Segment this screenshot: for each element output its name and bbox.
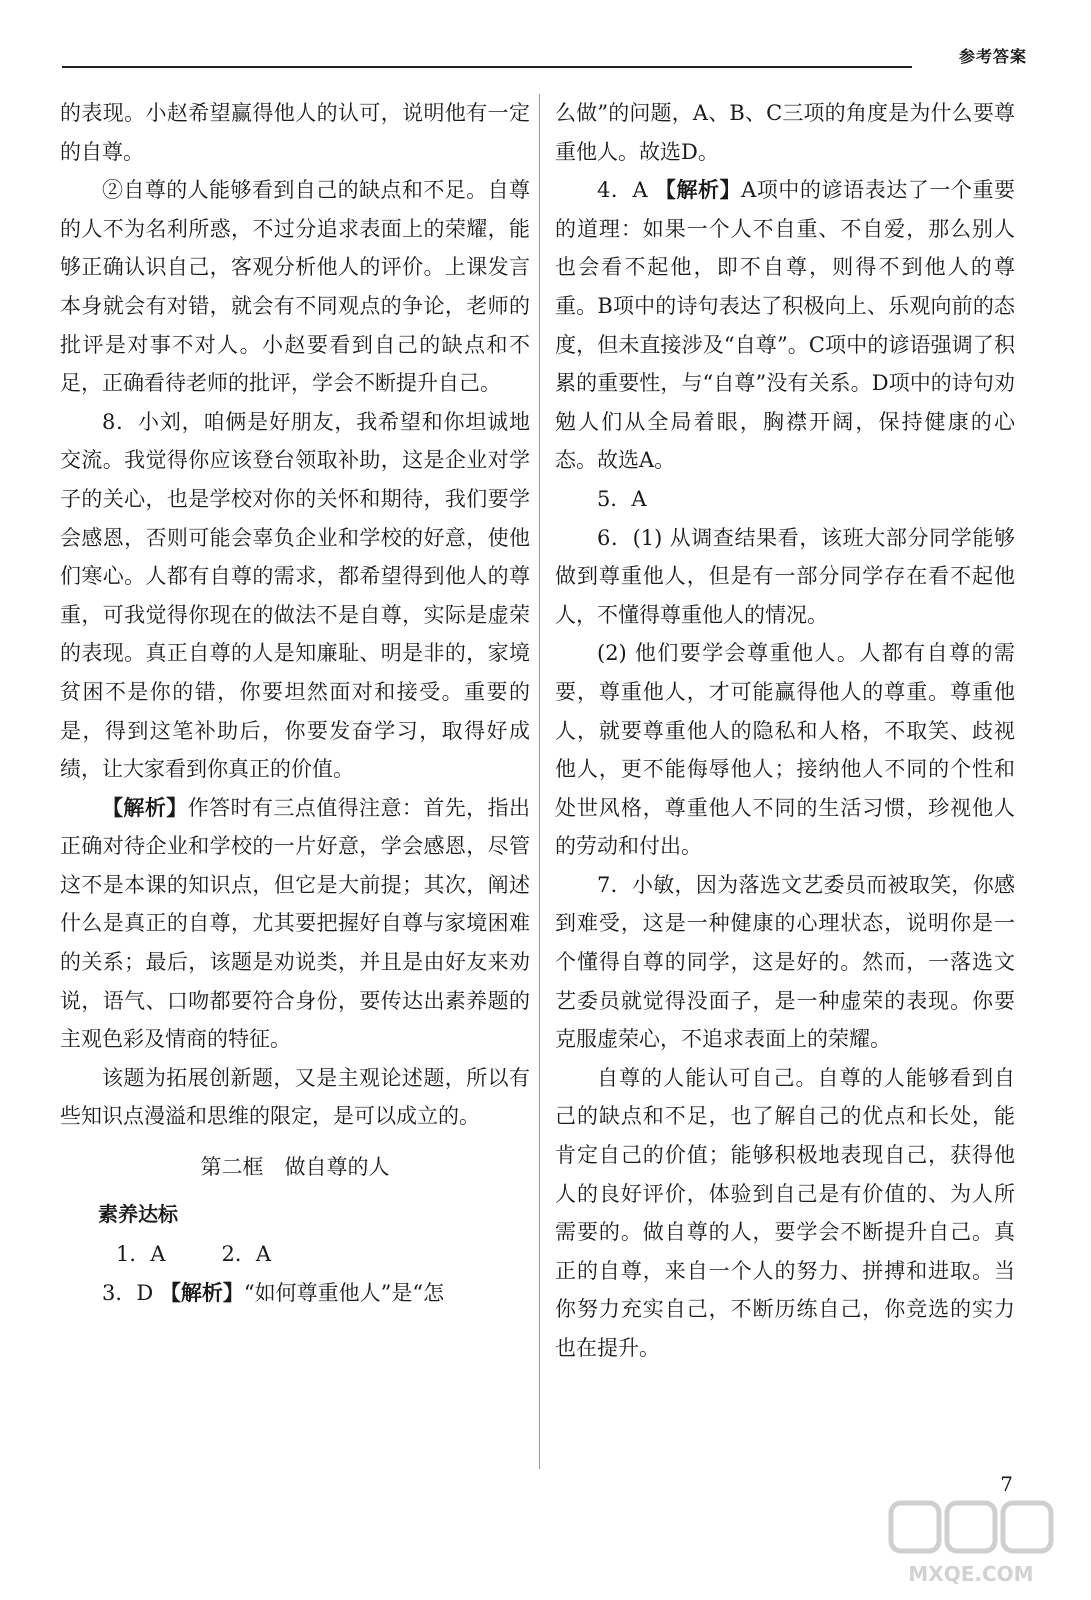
paragraph: 7．小敏，因为落选文艺委员而被取笑，你感到难受，这是一种健康的心理状态，说明你是一个懂得自尊的同学，这是好的。然而，一落选文艺委员就觉得没面子，是一种虚荣的表现。你要克服虚荣心，不追求表面上的荣耀。 [555, 872, 1015, 1052]
paragraph: ②自尊的人能够看到自己的缺点和不足。自尊的人不为名利所惑，不过分追求表面上的荣耀，能够正确认识自己，客观分析他人的评价。上课发言本身就会有对错，就会有不同观点的争论，老师的批评是对事不对人。小赵要看到自己的缺点和不足，正确看待老师的批评，学会不断提升自己。 [60, 178, 530, 396]
paragraph: (2) 他们要学会尊重他人。人都有自尊的需要，尊重他人，才可能赢得他人的尊重。尊重他人，就要尊重他人的隐私和人格，不取笑、歧视他人，更不能侮辱他人；接纳他人不同的个性和处世风格，尊重他人不同的生活习惯，珍视他人的劳动和付出。 [555, 641, 1015, 859]
column-divider [539, 94, 540, 1469]
answer-4-paragraph [555, 171, 1015, 480]
paragraph: 的表现。小赵希望赢得他人的认可，说明他有一定的自尊。 [60, 101, 530, 164]
answer-3-paragraph [60, 1274, 530, 1313]
answer-3-label: 3．D [102, 1280, 160, 1305]
paragraph: 么做”的问题，A、B、C三项的角度是为什么要尊重他人。故选D。 [555, 101, 1015, 164]
answer-line [60, 1235, 530, 1274]
analysis-paragraph [60, 789, 530, 1059]
analysis-tag: 【解析】 [102, 795, 188, 820]
answer-2: 2．A [221, 1242, 272, 1267]
running-header: 参考答案 [958, 47, 1027, 66]
section-title: 第二框 做自尊的人 [200, 1155, 390, 1180]
paragraph: 6．(1) 从调查结果看，该班大部分同学能够做到尊重他人，但是有一部分同学存在看不起他人，不懂得尊重他人的情况。 [555, 525, 1015, 627]
paragraph: 8．小刘，咱俩是好朋友，我希望和你坦诚地交流。我觉得你应该登台领取补助，这是企业对学子的关心，也是学校对你的关怀和期待，我们要学会感恩，否则可能会辜负企业和学校的好意，使他们寒心。人都有自尊的需求，都希望得到他人的尊重，可我觉得你现在的做法不是自尊，实际是虚荣的表现。真正自尊的人是知廉耻、明是非的，家境贫困不是你的错，你要坦然面对和接受。重要的是，得到这笔补助后，你要发奋学习，取得好成绩，让大家看到你真正的价值。 [60, 409, 530, 782]
analysis-tag: 【解析】 [159, 1280, 244, 1305]
analysis-text: “如何尊重他人”是“怎 [243, 1280, 445, 1305]
analysis-text: A项中的谚语表达了一个重要的道理：如果一个人不自重、不自爱，那么别人也会看不起他，即不自尊，则得不到他人的尊重。B项中的诗句表达了积极向上、乐观向前的态度，但未直接涉及“自尊”。C项中的谚语强调了积累的重要性，与“自尊”没有关系。D项中的诗句劝勉人们从全局着眼，胸襟开阔，保持健康的心态。故选A。 [555, 178, 1016, 473]
analysis-text: 作答时有三点值得注意：首先，指出正确对待企业和学校的一片好意，学会感恩，尽管这不是本课的知识点，但它是大前提；其次，阐述什么是真正的自尊，尤其要把握好自尊与家境困难的关系；最后，该题是劝说类，并且是由好友来劝说，语气、口吻都要符合身份，要传达出素养题的主观色彩及情商的特征。 [60, 795, 531, 1052]
answer-1: 1．A [116, 1242, 166, 1267]
analysis-tag: 【解析】 [654, 178, 742, 203]
right-column [555, 94, 1015, 1368]
answer-5: 5．A [597, 486, 647, 511]
left-column [60, 94, 530, 1312]
paragraph: 自尊的人能认可自己。自尊的人能够看到自己的缺点和不足，也了解自己的优点和长处，能肯定自己的价值；能够积极地表现自己，获得他人的良好评价，体验到自己是有价值的、为人所需要的。做自尊的人，要学会不断提升自己。真正的自尊，来自一个人的努力、拼搏和进取。当你努力充实自己，不断历练自己，你竞选的实力也在提升。 [555, 1065, 1015, 1360]
paragraph: 该题为拓展创新题，又是主观论述题，所以有些知识点漫溢和思维的限定，是可以成立的。 [60, 1065, 530, 1129]
page-number: 7 [1000, 1472, 1013, 1496]
sub-title: 素养达标 [98, 1201, 178, 1226]
watermark-text: MXQE.COM [908, 1562, 1034, 1586]
watermark-logo [881, 1495, 1061, 1590]
answer-4-label: 4．A [597, 178, 655, 203]
header-rule [62, 66, 912, 68]
